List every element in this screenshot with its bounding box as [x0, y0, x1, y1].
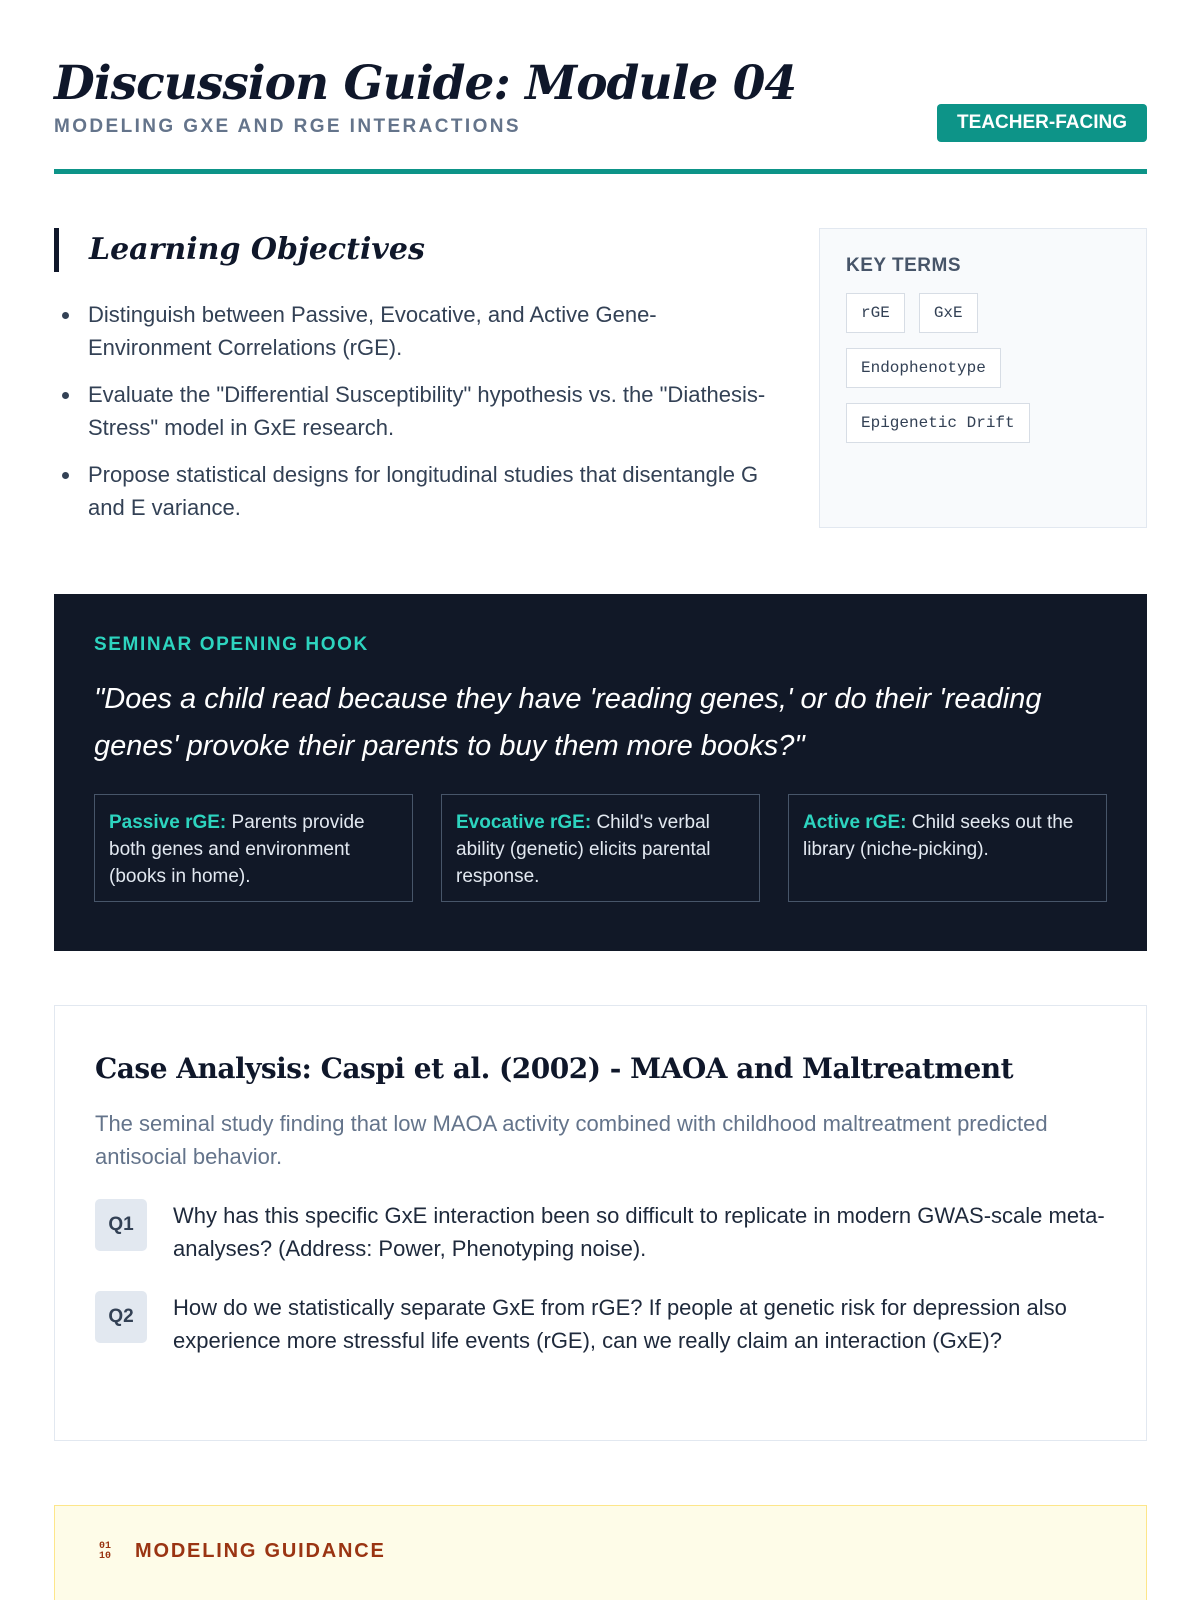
- learning-objectives-heading: Learning Objectives: [54, 228, 774, 272]
- rge-card-text: Child seeks out the library (niche-picking).: [803, 812, 1074, 860]
- rge-type-cards: [94, 794, 1107, 902]
- key-terms-tags: [846, 293, 1076, 443]
- discussion-question: [95, 1291, 1106, 1357]
- objectives-list: [54, 298, 774, 524]
- case-analysis-section: [54, 1005, 1147, 1441]
- rge-card-term: Evocative rGE:: [456, 812, 592, 833]
- key-terms-panel: [819, 228, 1147, 528]
- rge-card-term: Passive rGE:: [109, 812, 227, 833]
- key-term-tag: GxE: [919, 293, 978, 333]
- key-term-tag: rGE: [846, 293, 905, 333]
- rge-card-text: Child's verbal ability (genetic) elicits parental response.: [456, 812, 711, 887]
- key-term-tag: Epigenetic Drift: [846, 403, 1030, 443]
- modeling-guidance-section: [54, 1505, 1147, 1600]
- objective-item: Propose statistical designs for longitudinal studies that disentangle G and E variance.: [54, 458, 774, 524]
- discussion-guide-page: [54, 0, 1147, 1562]
- key-terms-title: KEY TERMS: [846, 255, 962, 276]
- objective-item: Evaluate the "Differential Susceptibility" hypothesis vs. the "Diathesis-Stress" model in GxE research.: [54, 378, 774, 444]
- rge-card-term: Active rGE:: [803, 812, 907, 833]
- objective-item: Distinguish between Passive, Evocative, and Active Gene-Environment Correlations (rGE).: [54, 298, 774, 364]
- rge-card-active: [788, 794, 1107, 902]
- rge-card-passive: [94, 794, 413, 902]
- question-number-badge: Q2: [95, 1291, 147, 1343]
- discussion-question: [95, 1199, 1106, 1265]
- page-title: Discussion Guide: Module 04: [54, 56, 797, 111]
- learning-objectives-section: [54, 228, 774, 538]
- question-text: How do we statistically separate GxE from rGE? If people at genetic risk for depression also experience more stressful life events (rGE), can we really claim an interaction (GxE)?: [173, 1295, 1067, 1353]
- question-number-badge: Q1: [95, 1199, 147, 1251]
- hook-label: SEMINAR OPENING HOOK: [94, 634, 369, 655]
- teacher-facing-badge: TEACHER-FACING: [937, 104, 1147, 142]
- modeling-guidance-title: MODELING GUIDANCE: [135, 1540, 386, 1562]
- modeling-guidance-header: [99, 1540, 1102, 1563]
- rge-card-text: Parents provide both genes and environment (books in home).: [109, 812, 365, 887]
- seminar-hook-panel: [54, 594, 1147, 951]
- key-term-tag: Endophenotype: [846, 348, 1001, 388]
- case-title: Case Analysis: Caspi et al. (2002) - MAOA and Maltreatment: [95, 1052, 1014, 1085]
- question-text: Why has this specific GxE interaction been so difficult to replicate in modern GWAS-scale meta-analyses? (Address: Power, Phenotyping noise).: [173, 1203, 1105, 1261]
- rge-card-evocative: [441, 794, 760, 902]
- page-header: [54, 0, 1147, 174]
- hook-quote: "Does a child read because they have 'reading genes,' or do their 'reading genes' provoke their parents to buy them more books?": [94, 683, 1042, 762]
- case-description: The seminal study finding that low MAOA activity combined with childhood maltreatment predicted antisocial behavior.: [95, 1111, 1048, 1169]
- binary-icon: 01 10: [99, 1540, 112, 1562]
- page-subtitle: MODELING GXE AND RGE INTERACTIONS: [54, 116, 521, 137]
